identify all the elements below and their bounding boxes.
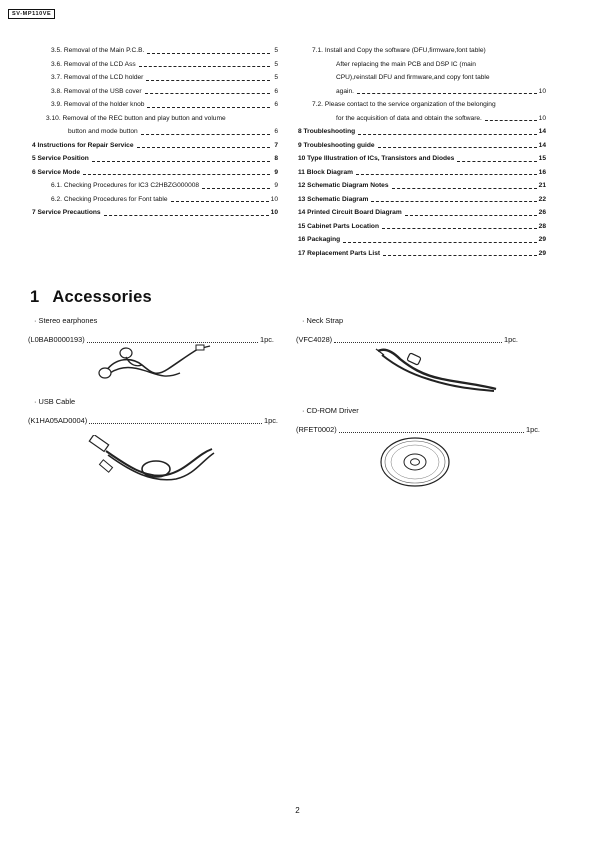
toc-right-column xyxy=(298,44,546,260)
toc-entry-title: 7.1. Install and Copy the software (DFU,firmware,font table) xyxy=(312,47,486,54)
cd-rom-disc-illustration xyxy=(378,436,452,488)
neck-strap-illustration xyxy=(372,345,500,395)
usb-cable-illustration xyxy=(86,435,220,487)
toc-entry-page: 5 xyxy=(274,60,278,68)
toc-entry-title: 12 Schematic Diagram Notes xyxy=(298,182,389,189)
toc-entry-title: 6.2. Checking Procedures for Font table xyxy=(51,195,168,203)
toc-entry-page: 9 xyxy=(274,168,278,176)
toc-entry[interactable] xyxy=(298,152,546,166)
toc-entry-title: 6.1. Checking Procedures for IC3 C2HBZG000008 xyxy=(51,182,200,189)
toc-leader xyxy=(358,134,537,135)
toc-leader xyxy=(83,174,270,175)
accessory-usb-cable xyxy=(28,397,278,426)
accessory-name: · CD-ROM Driver xyxy=(302,406,359,415)
toc-entry-title: 16 Packaging xyxy=(298,236,341,243)
toc-entry[interactable] xyxy=(298,193,546,207)
toc-entry-page: 8 xyxy=(274,155,278,162)
toc-entry-title: for the acquisition of data and obtain the software. xyxy=(336,114,482,122)
toc-entry-page: 29 xyxy=(538,236,546,243)
toc-entry-page: 5 xyxy=(274,47,278,54)
accessory-cd-rom xyxy=(296,406,540,435)
toc-entry-page: 16 xyxy=(538,168,546,176)
toc-leader xyxy=(141,134,270,135)
toc-entry[interactable] xyxy=(298,98,546,112)
toc-entry-page: 6 xyxy=(274,87,278,95)
toc-leader xyxy=(104,215,269,216)
toc-entry-page: 10 xyxy=(270,195,278,203)
accessory-quantity: 1pc. xyxy=(264,416,278,425)
toc-entry[interactable] xyxy=(32,58,278,72)
toc-entry[interactable] xyxy=(32,193,278,207)
toc-entry-page: 15 xyxy=(538,155,546,162)
toc-leader xyxy=(145,93,270,94)
toc-entry[interactable] xyxy=(32,179,278,193)
toc-entry-title: 9 Troubleshooting guide xyxy=(298,141,375,149)
toc-leader xyxy=(405,215,537,216)
toc-entry[interactable] xyxy=(298,58,546,72)
model-tag: SV-MP110VE xyxy=(8,9,55,19)
toc-entry[interactable] xyxy=(298,206,546,220)
toc-entry[interactable] xyxy=(298,166,546,180)
toc-entry-page: 6 xyxy=(274,128,278,135)
toc-leader xyxy=(343,242,537,243)
toc-entry[interactable] xyxy=(298,179,546,193)
toc-entry[interactable] xyxy=(32,206,278,220)
toc-entry-title: again. xyxy=(336,87,354,95)
toc-entry-title: 10 Type Illustration of ICs, Transistors and Diodes xyxy=(298,155,455,162)
toc-entry[interactable] xyxy=(298,125,546,139)
earphones-illustration xyxy=(96,343,214,383)
toc-entry-page: 10 xyxy=(270,209,278,216)
toc-leader xyxy=(139,66,270,67)
toc-entry[interactable] xyxy=(32,125,278,139)
toc-leader xyxy=(92,161,270,162)
toc-entry-page: 14 xyxy=(538,128,546,135)
toc-entry-title: 15 Cabinet Parts Location xyxy=(298,222,379,230)
toc-entry[interactable] xyxy=(298,85,546,99)
toc-entry[interactable] xyxy=(32,112,278,126)
accessory-quantity: 1pc. xyxy=(504,335,518,344)
toc-entry-page: 5 xyxy=(274,74,278,81)
toc-entry-title: 7 Service Precautions xyxy=(32,209,101,216)
toc-leader xyxy=(146,80,270,81)
accessory-name: · Neck Strap xyxy=(302,316,344,325)
toc-entry-title: 5 Service Position xyxy=(32,155,89,162)
toc-entry-page: 21 xyxy=(538,182,546,189)
toc-entry[interactable] xyxy=(32,166,278,180)
toc-leader xyxy=(147,107,270,108)
toc-entry-page: 7 xyxy=(274,141,278,149)
toc-entry-title: 7.2. Please contact to the service organization of the belonging xyxy=(312,101,496,108)
toc-entry[interactable] xyxy=(298,44,546,58)
toc-entry[interactable] xyxy=(298,112,546,126)
toc-entry[interactable] xyxy=(32,71,278,85)
section-number: 1 xyxy=(30,288,40,306)
toc-entry-title: 3.8. Removal of the USB cover xyxy=(51,87,142,95)
toc-entry[interactable] xyxy=(298,233,546,247)
toc-entry[interactable] xyxy=(298,71,546,85)
toc-entry[interactable] xyxy=(298,247,546,261)
toc-entry[interactable] xyxy=(32,98,278,112)
accessory-part-number: (K1HA05AD0004) xyxy=(28,416,88,425)
toc-entry-title: After replacing the main PCB and DSP IC (main xyxy=(336,60,476,68)
toc-entry-title: 3.7. Removal of the LCD holder xyxy=(51,74,144,81)
toc-leader xyxy=(383,255,537,256)
toc-leader xyxy=(357,93,537,94)
toc-entry-title: 3.6. Removal of the LCD Ass xyxy=(51,60,136,68)
toc-entry-page: 10 xyxy=(538,87,546,95)
accessory-neck-strap xyxy=(296,316,518,345)
toc-entry-page: 14 xyxy=(538,141,546,149)
toc-entry[interactable] xyxy=(298,220,546,234)
accessory-name: · Stereo earphones xyxy=(34,316,98,325)
toc-entry[interactable] xyxy=(32,85,278,99)
toc-entry-page: 29 xyxy=(538,249,546,257)
section-heading: Accessories xyxy=(52,288,152,306)
toc-entry[interactable] xyxy=(32,139,278,153)
toc-entry-title: 3.5. Removal of the Main P.C.B. xyxy=(51,47,145,54)
toc-leader xyxy=(356,174,537,175)
toc-left-column xyxy=(32,44,278,220)
toc-entry-title: 13 Schematic Diagram xyxy=(298,195,369,203)
toc-leader xyxy=(382,228,537,229)
toc-entry-page: 9 xyxy=(274,182,278,189)
toc-leader xyxy=(171,201,269,202)
toc-leader xyxy=(378,147,537,148)
toc-entry-title: 11 Block Diagram xyxy=(298,168,353,176)
toc-entry-title: 17 Replacement Parts List xyxy=(298,249,381,257)
toc-entry-title: 14 Printed Circuit Board Diagram xyxy=(298,209,402,216)
toc-entry[interactable] xyxy=(298,139,546,153)
accessory-part-number: (RFET0002) xyxy=(296,425,337,434)
toc-entry-page: 28 xyxy=(538,222,546,230)
toc-entry-page: 10 xyxy=(538,114,546,122)
toc-entry-title: 4 Instructions for Repair Service xyxy=(32,141,134,149)
toc-leader xyxy=(137,147,270,148)
toc-entry-page: 22 xyxy=(538,195,546,203)
toc-leader xyxy=(392,188,537,189)
accessory-quantity: 1pc. xyxy=(260,335,274,344)
toc-leader xyxy=(147,53,270,54)
section-title xyxy=(30,288,152,307)
page-number: 2 xyxy=(295,806,300,815)
toc-leader xyxy=(202,188,270,189)
accessory-part-number: (L0BAB0000193) xyxy=(28,335,85,344)
toc-leader xyxy=(371,201,536,202)
toc-entry-title: 3.10. Removal of the REC button and play button and volume xyxy=(46,114,226,122)
toc-entry-title: 3.9. Removal of the holder knob xyxy=(51,101,145,108)
toc-entry[interactable] xyxy=(32,44,278,58)
accessory-name: · USB Cable xyxy=(34,397,76,406)
toc-entry-title: 8 Troubleshooting xyxy=(298,128,356,135)
toc-entry-page: 26 xyxy=(538,209,546,216)
toc-leader xyxy=(457,161,536,162)
toc-entry-title: button and mode button xyxy=(68,128,138,135)
accessory-part-number: (VFC4028) xyxy=(296,335,333,344)
accessory-earphones xyxy=(28,316,274,345)
toc-entry[interactable] xyxy=(32,152,278,166)
toc-leader xyxy=(485,120,537,121)
toc-entry-page: 6 xyxy=(274,101,278,108)
toc-entry-title: 6 Service Mode xyxy=(32,168,81,176)
accessory-quantity: 1pc. xyxy=(526,425,540,434)
toc-entry-title: CPU),reinstall DFU and firmware,and copy font table xyxy=(336,74,490,81)
